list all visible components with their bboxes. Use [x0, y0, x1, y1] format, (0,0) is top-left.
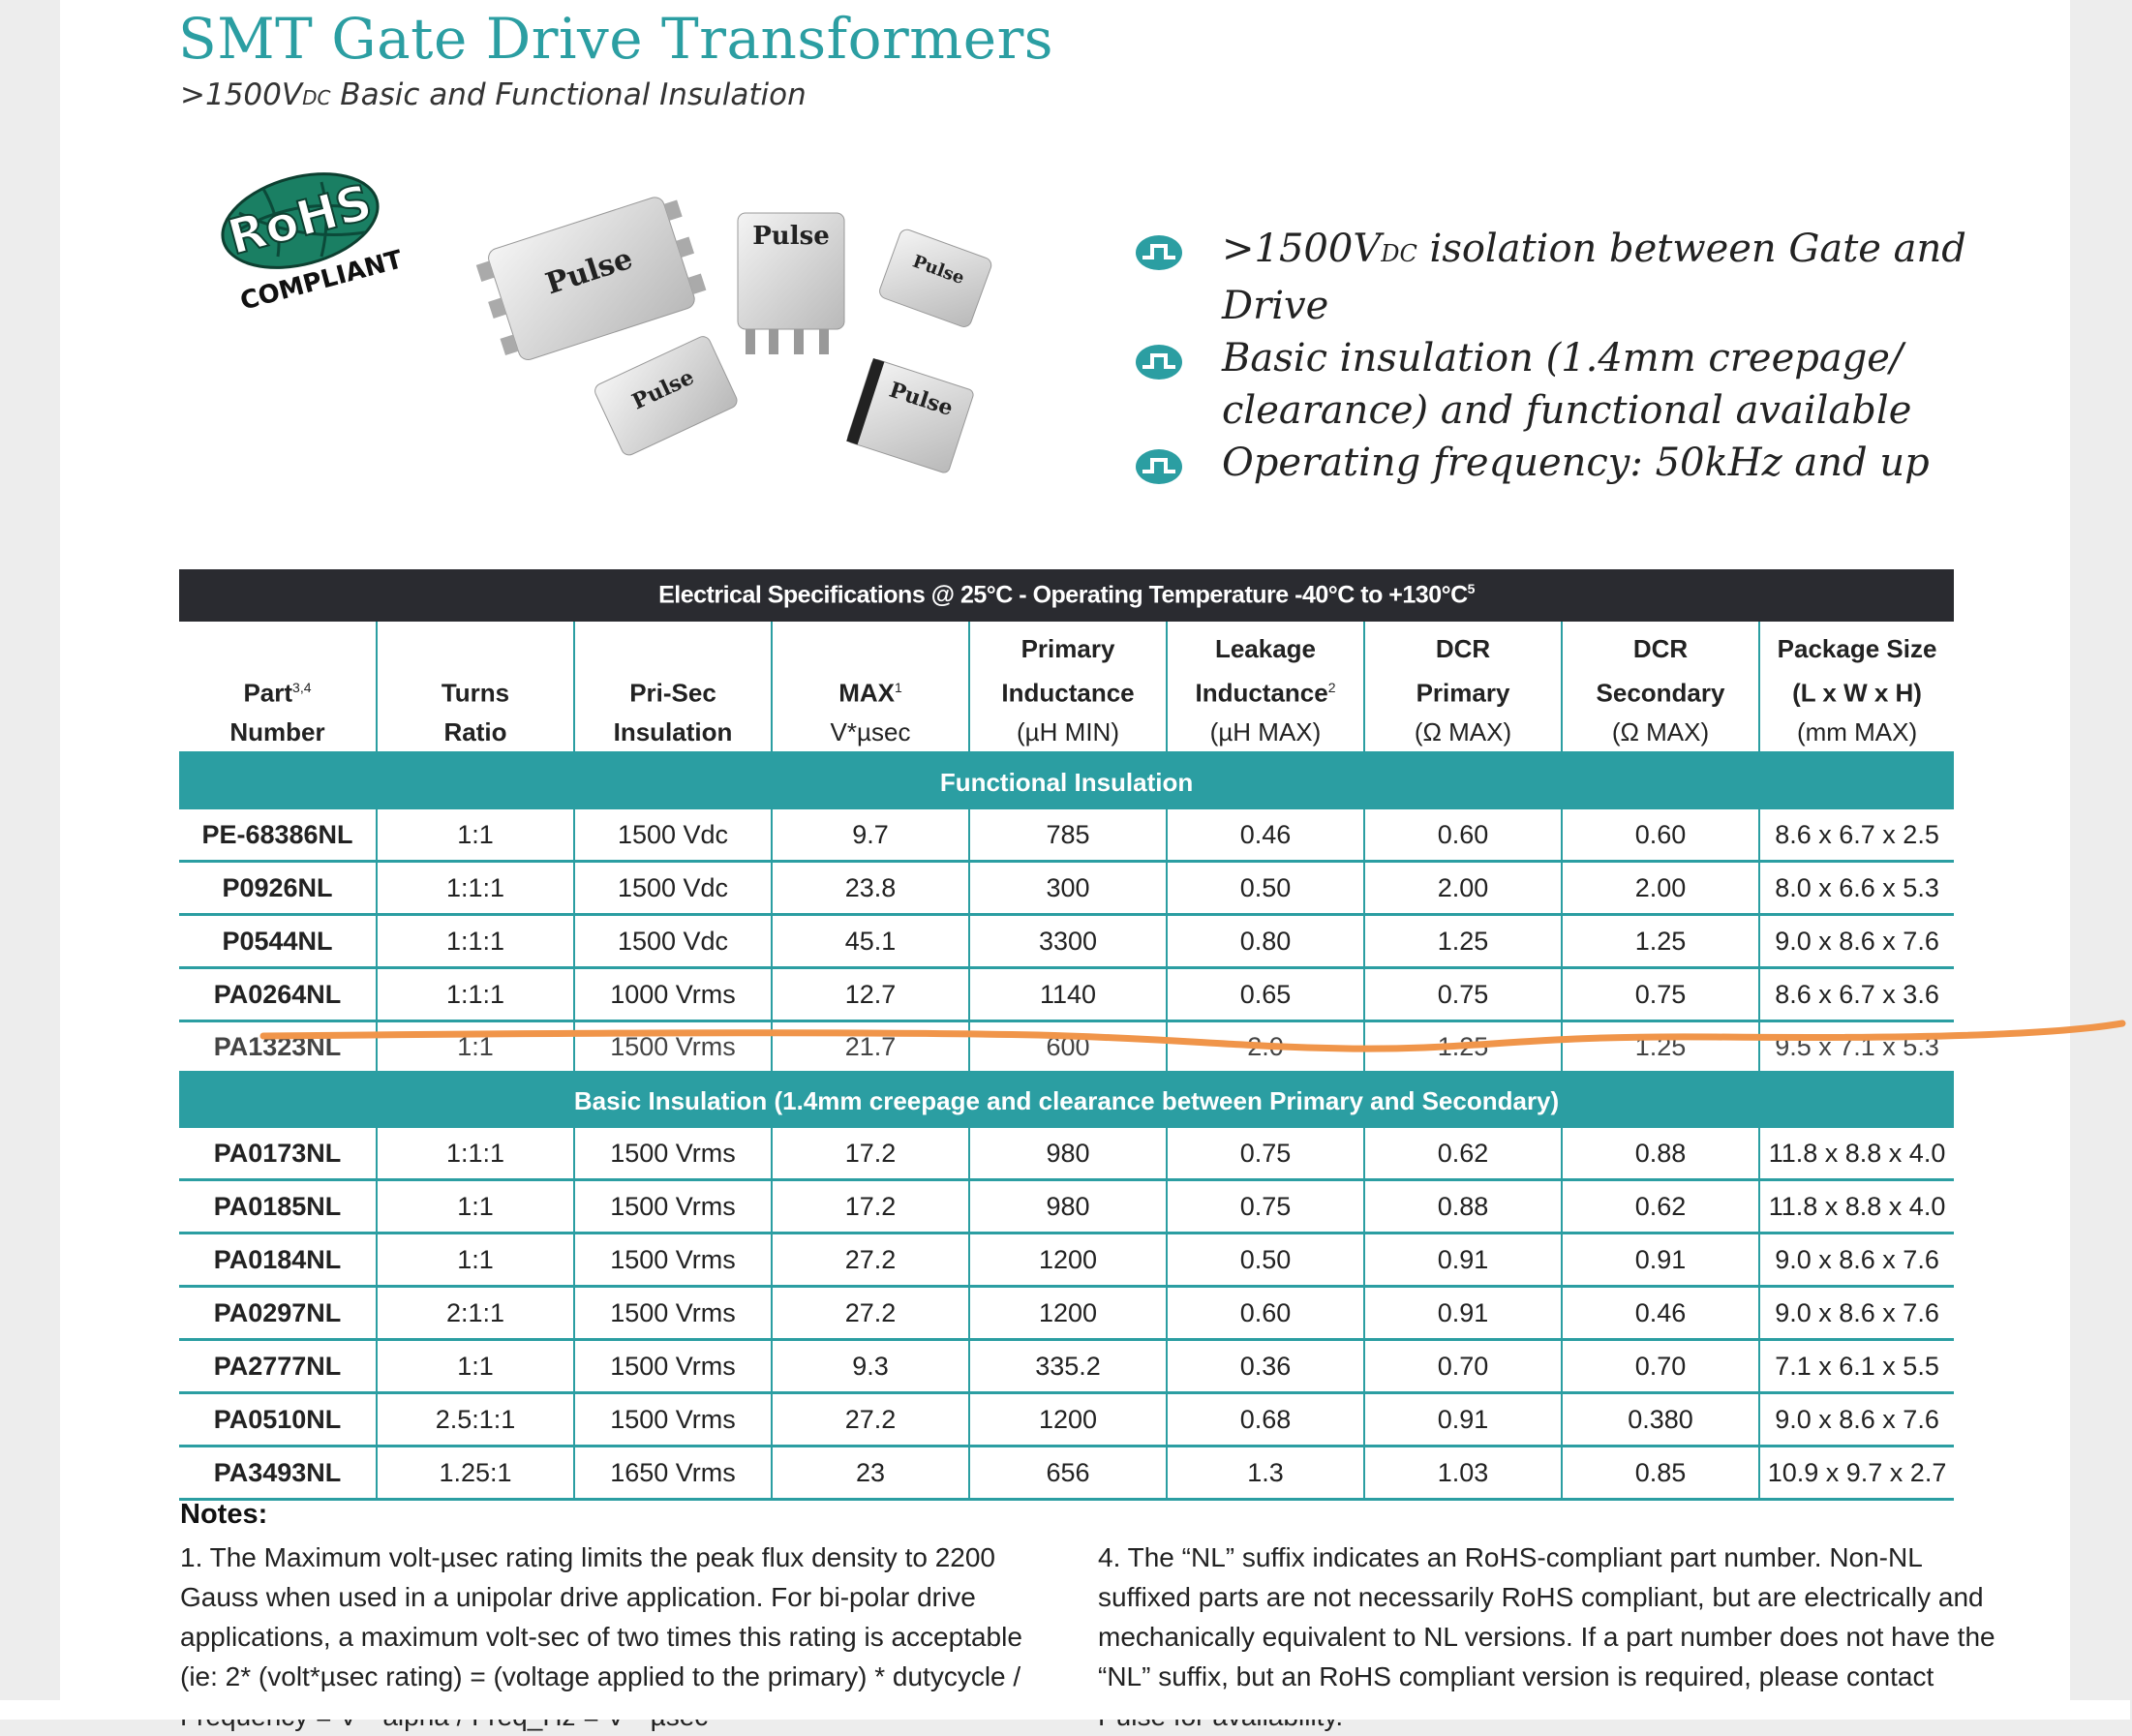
table-cell: 3300 [969, 915, 1167, 968]
part-number-cell: PE-68386NL [179, 809, 377, 862]
header-line: Number [229, 717, 325, 746]
bottom-strip [0, 1700, 2130, 1720]
table-row [179, 915, 1954, 968]
table-cell: 7.1 x 6.1 x 5.5 [1759, 1340, 1954, 1393]
table-cell: 27.2 [772, 1233, 969, 1287]
table-cell: 17.2 [772, 1128, 969, 1180]
table-caption: Electrical Specifications @ 25°C - Operating Temperature -40°C to $+130^\circ C^5$ [179, 569, 1954, 622]
part-number-cell: P0544NL [179, 915, 377, 968]
table-cell: 23 [772, 1447, 969, 1500]
table-cell: 600 [969, 1021, 1167, 1073]
part-number-cell: PA0264NL [179, 968, 377, 1021]
table-cell: 335.2 [969, 1340, 1167, 1393]
table-cell: 9.0 x 8.6 x 7.6 [1759, 915, 1954, 968]
table-cell: 1:1 [377, 1340, 574, 1393]
header-line: Primary [1416, 679, 1510, 708]
column-header [179, 622, 377, 753]
table-cell: 980 [969, 1180, 1167, 1233]
part-number-cell: P0926NL [179, 862, 377, 915]
table-cell: 656 [969, 1447, 1167, 1500]
table-cell: 21.7 [772, 1021, 969, 1073]
table-cell: 2.5:1:1 [377, 1393, 574, 1447]
table-cell: 0.46 [1167, 809, 1364, 862]
header-line: Package Size [1777, 634, 1937, 664]
header-line: Turns [441, 679, 510, 708]
header-line: V*µsec [830, 717, 911, 746]
table-cell: 0.88 [1562, 1128, 1759, 1180]
table-cell: 0.91 [1562, 1233, 1759, 1287]
table-cell: 785 [969, 809, 1167, 862]
table-row [179, 1287, 1954, 1340]
table-cell: 8.0 x 6.6 x 5.3 [1759, 862, 1954, 915]
table-cell: 0.91 [1364, 1233, 1562, 1287]
table-cell: 0.75 [1364, 968, 1562, 1021]
table-cell: 1.25 [1364, 915, 1562, 968]
table-row [179, 1233, 1954, 1287]
header-line: Inductance [1001, 679, 1135, 708]
header-line: (Ω MAX) [1414, 717, 1512, 746]
table-cell: 1:1:1 [377, 915, 574, 968]
feature-list [1077, 223, 2045, 489]
table-cell: 8.6 x 6.7 x 3.6 [1759, 968, 1954, 1021]
table-cell: 0.65 [1167, 968, 1364, 1021]
table-cell: 1.25 [1562, 915, 1759, 968]
table-cell: 1.3 [1167, 1447, 1364, 1500]
table-row [179, 809, 1954, 862]
table-cell: 0.91 [1364, 1287, 1562, 1340]
table-cell: 9.0 x 8.6 x 7.6 [1759, 1287, 1954, 1340]
table-cell: 300 [969, 862, 1167, 915]
note-4: 4. The “NL” suffix indicates an RoHS-compliant part number. Non-NL suffixed parts are not necessarily RoHS compliant, but are electrically and mechanically equivalent to NL versions. If a part number does not have the “NL” suffix, but an RoHS compliant version is required, please contact [1098, 1542, 1995, 1691]
feature-item: >1500VDC isolation between Gate and Drive [1077, 223, 2045, 332]
table-row [179, 1180, 1954, 1233]
table-row [179, 862, 1954, 915]
header-line [179, 629, 376, 668]
table-cell: 1140 [969, 968, 1167, 1021]
table-cell: 1:1 [377, 809, 574, 862]
table-cell: 1200 [969, 1233, 1167, 1287]
header-line: (L x W x H) [1792, 679, 1922, 708]
feature-item: Operating frequency: 50kHz and up [1077, 437, 2045, 489]
table-cell: 23.8 [772, 862, 969, 915]
table-row [179, 1393, 1954, 1447]
pulse-bullet-icon [1135, 234, 1183, 271]
table-cell: 2.00 [1364, 862, 1562, 915]
column-header [1562, 622, 1759, 753]
table-cell: 1500 Vrms [574, 1233, 772, 1287]
table-cell: 0.70 [1364, 1340, 1562, 1393]
header-line: Ratio [443, 717, 507, 746]
svg-text:RoHS: RoHS [222, 173, 379, 266]
table-cell: 2:1:1 [377, 1287, 574, 1340]
header-line: DCR [1632, 634, 1689, 664]
part-number-cell: PA1323NL [179, 1021, 377, 1073]
table-cell: 0.91 [1364, 1393, 1562, 1447]
part-number-cell: PA0510NL [179, 1393, 377, 1447]
table-cell: 1500 Vdc [574, 915, 772, 968]
header-line: Part$^{3,4}$ [243, 679, 312, 708]
table-cell: 0.75 [1167, 1128, 1364, 1180]
table-cell: 1:1:1 [377, 1128, 574, 1180]
transformer-large [473, 191, 710, 366]
table-row [179, 1340, 1954, 1393]
table-cell: 1650 Vrms [574, 1447, 772, 1500]
table-cell: 1.03 [1364, 1447, 1562, 1500]
header-line [575, 629, 771, 668]
header-line: DCR [1435, 634, 1491, 664]
table-row [179, 968, 1954, 1021]
table-cell: 0.50 [1167, 862, 1364, 915]
rohs-compliant-logo [186, 165, 438, 317]
table-cell: 0.46 [1562, 1287, 1759, 1340]
part-number-cell: PA0297NL [179, 1287, 377, 1340]
table-cell: 1:1 [377, 1233, 574, 1287]
table-cell: 0.36 [1167, 1340, 1364, 1393]
table-cell: 980 [969, 1128, 1167, 1180]
table-cell: 1500 Vrms [574, 1128, 772, 1180]
table-cell: 0.88 [1364, 1180, 1562, 1233]
transformer-tall [738, 213, 844, 354]
header-line: MAX$^1$ [838, 679, 902, 708]
part-number-cell: PA0184NL [179, 1233, 377, 1287]
table-cell: 11.8 x 8.8 x 4.0 [1759, 1128, 1954, 1180]
table-cell: 9.7 [772, 809, 969, 862]
table-cell: 2.0 [1167, 1021, 1364, 1073]
header-line [773, 629, 968, 668]
table-cell: 1500 Vrms [574, 1180, 772, 1233]
transformer-wound [846, 358, 974, 474]
part-number-cell: PA0173NL [179, 1128, 377, 1180]
table-cell: 0.75 [1167, 1180, 1364, 1233]
table-row [179, 1021, 1954, 1073]
table-cell: 9.0 x 8.6 x 7.6 [1759, 1233, 1954, 1287]
table-cell: 0.70 [1562, 1340, 1759, 1393]
table-cell: 17.2 [772, 1180, 969, 1233]
table-cell: 1.25 [1364, 1021, 1562, 1073]
table-cell: 2.00 [1562, 862, 1759, 915]
table-cell: 0.62 [1562, 1180, 1759, 1233]
header-line: (Ω MAX) [1611, 717, 1710, 746]
header-line: Secondary [1596, 679, 1725, 708]
table-cell: 1:1 [377, 1021, 574, 1073]
datasheet-page [60, 0, 2070, 1700]
header-line: Inductance$^2$ [1195, 679, 1336, 708]
header-line: Leakage [1214, 634, 1317, 664]
table-cell: 1.25:1 [377, 1447, 574, 1500]
table-cell: 9.3 [772, 1340, 969, 1393]
table-cell: 0.75 [1562, 968, 1759, 1021]
header-line: Insulation [613, 717, 733, 746]
feature-item: Basic insulation (1.4mm creepage/ clearance) and functional available [1077, 332, 2045, 437]
table-cell: 27.2 [772, 1287, 969, 1340]
table-row [179, 1128, 1954, 1180]
table-cell: 1:1 [377, 1180, 574, 1233]
table-cell: 10.9 x 9.7 x 2.7 [1759, 1447, 1954, 1500]
pulse-bullet-icon [1135, 448, 1183, 485]
part-number-cell: PA0185NL [179, 1180, 377, 1233]
column-header [969, 622, 1167, 753]
column-header [772, 622, 969, 753]
table-cell: 27.2 [772, 1393, 969, 1447]
table-cell: 8.6 x 6.7 x 2.5 [1759, 809, 1954, 862]
svg-text:Pulse: Pulse [627, 364, 698, 415]
header-line: Primary [1020, 634, 1115, 664]
table-cell: 0.85 [1562, 1447, 1759, 1500]
svg-text:Pulse: Pulse [886, 377, 957, 422]
table-cell: 0.68 [1167, 1393, 1364, 1447]
table-cell: 1200 [969, 1393, 1167, 1447]
table-cell: 1500 Vrms [574, 1393, 772, 1447]
table-row [179, 1447, 1954, 1500]
header-line [378, 629, 573, 668]
table-cell: 11.8 x 8.8 x 4.0 [1759, 1180, 1954, 1233]
part-number-cell: PA2777NL [179, 1340, 377, 1393]
table-cell: 9.5 x 7.1 x 5.3 [1759, 1021, 1954, 1073]
table-cell: 1200 [969, 1287, 1167, 1340]
table-cell: 1000 Vrms [574, 968, 772, 1021]
svg-text:Pulse: Pulse [752, 222, 830, 251]
table-cell: 1500 Vrms [574, 1340, 772, 1393]
table-cell: 45.1 [772, 915, 969, 968]
svg-text:Pulse: Pulse [541, 241, 637, 302]
product-photos [467, 194, 1048, 503]
header-line: Pri-Sec [629, 679, 716, 708]
transformer-small-top [877, 228, 993, 329]
column-header [1167, 622, 1364, 753]
table-cell: 0.62 [1364, 1128, 1562, 1180]
table-header-row [179, 622, 1954, 753]
table-cell: 9.0 x 8.6 x 7.6 [1759, 1393, 1954, 1447]
table-cell: 0.60 [1562, 809, 1759, 862]
table-cell: 1500 Vrms [574, 1287, 772, 1340]
column-header [377, 622, 574, 753]
table-cell: 0.80 [1167, 915, 1364, 968]
column-header [574, 622, 772, 753]
column-header [1364, 622, 1562, 753]
table-cell: 1.25 [1562, 1021, 1759, 1073]
table-cell: 1500 Vdc [574, 862, 772, 915]
table-cell: 0.60 [1167, 1287, 1364, 1340]
table-cell: 1:1:1 [377, 862, 574, 915]
section-basic-insulation: Basic Insulation (1.4mm creepage and clearance between Primary and Secondary) [179, 1073, 1954, 1129]
table-cell: 0.50 [1167, 1233, 1364, 1287]
header-line: (µH MAX) [1209, 717, 1322, 746]
page-title: SMT Gate Drive Transformers [178, 6, 1054, 72]
svg-text:Pulse: Pulse [909, 251, 967, 289]
pulse-bullet-icon [1135, 344, 1183, 381]
header-line: (mm MAX) [1796, 717, 1918, 746]
section-functional-insulation: Functional Insulation [179, 753, 1954, 809]
column-header [1759, 622, 1954, 753]
transformer-flat [593, 334, 740, 457]
electrical-spec-table [179, 569, 1954, 1501]
note-1: 1. The Maximum volt-µsec rating limits the peak flux density to 2200 Gauss when used in a unipolar drive application. For bi-polar drive applications, a maximum volt-sec of two times this rating is acceptable (ie: 2* (volt*µsec rating) = (voltage applied to the primary) * dutycycle / [180, 1542, 1022, 1691]
table-cell: 1500 Vdc [574, 809, 772, 862]
table-cell: 0.60 [1364, 809, 1562, 862]
svg-text:COMPLIANT: COMPLIANT [237, 245, 406, 317]
table-cell: 1:1:1 [377, 968, 574, 1021]
table-cell: 1500 Vrms [574, 1021, 772, 1073]
table-cell: 12.7 [772, 968, 969, 1021]
header-line: (µH MIN) [1017, 717, 1119, 746]
part-number-cell: PA3493NL [179, 1447, 377, 1500]
notes-heading: Notes: [180, 1499, 268, 1530]
page-subtitle: >1500VDC Basic and Functional Insulation [180, 77, 807, 112]
table-cell: 0.380 [1562, 1393, 1759, 1447]
